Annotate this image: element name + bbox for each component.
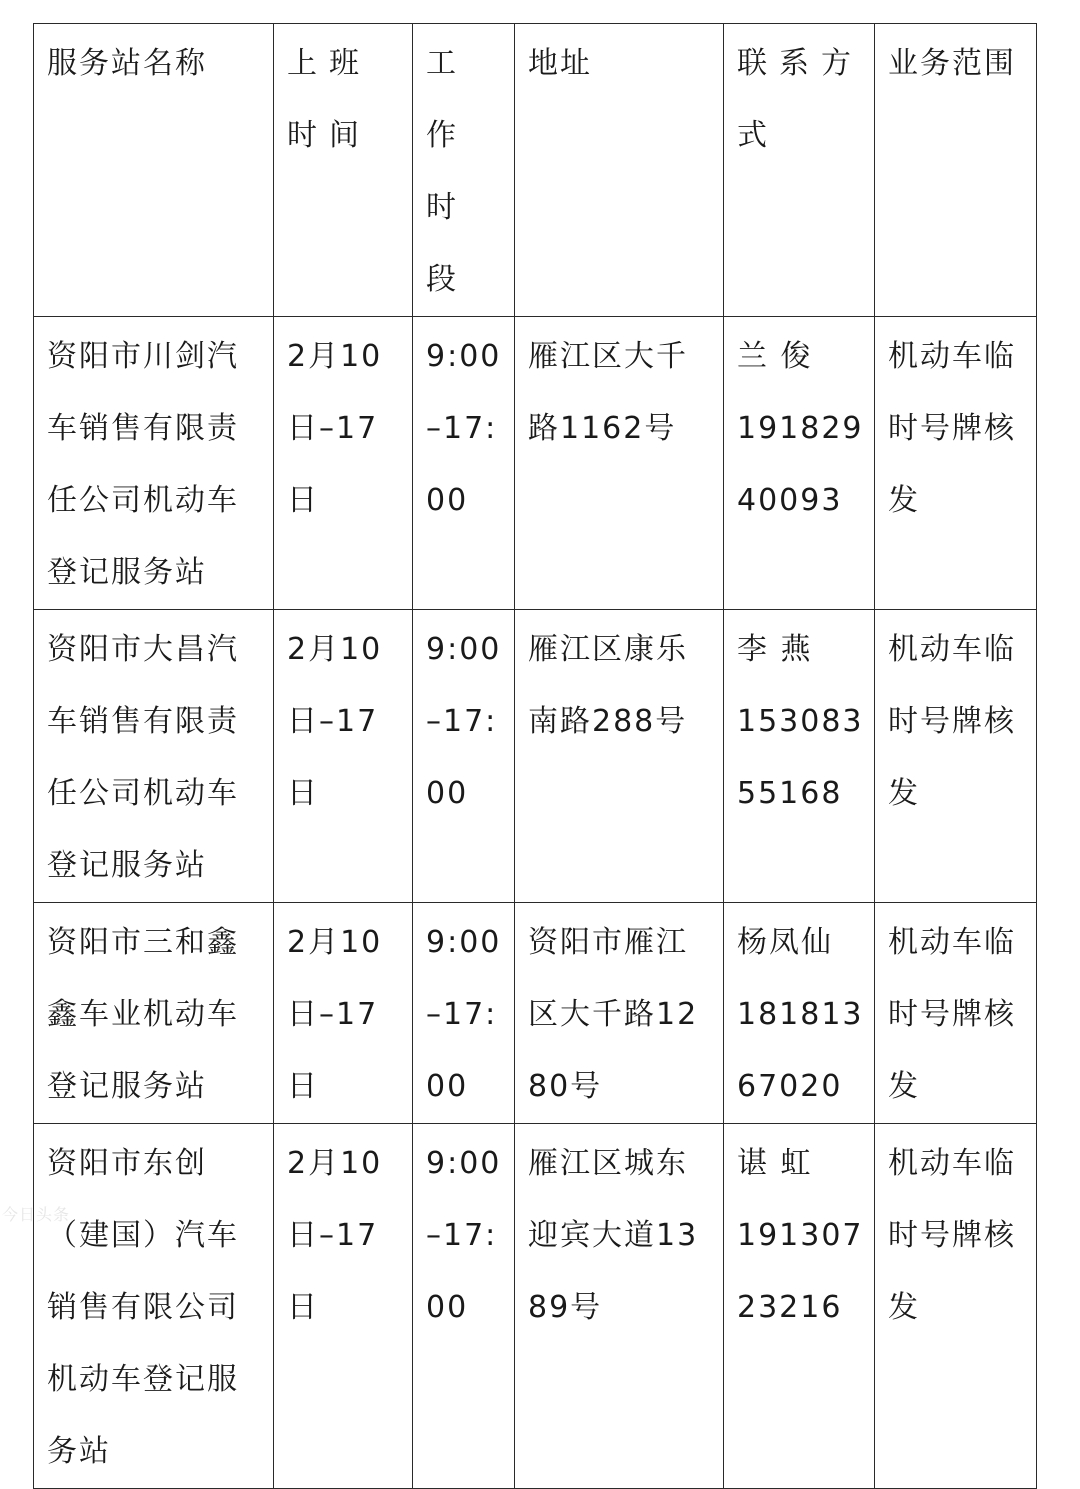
header-address: 地址 — [515, 24, 724, 317]
header-work-hours: 工作时段 — [413, 24, 515, 317]
contact-cell — [724, 610, 875, 903]
work-hours-cell: 9:00–17:00 — [413, 1124, 515, 1489]
table-row — [34, 1124, 1037, 1489]
contact-name: 杨凤仙 — [737, 925, 833, 960]
watermark: 今日头条 — [2, 1205, 71, 1224]
contact-cell — [724, 1124, 875, 1489]
station-name-cell: 资阳市三和鑫鑫车业机动车登记服务站 — [34, 903, 274, 1124]
table-row — [34, 610, 1037, 903]
contact-name: 谌 虹 — [737, 1146, 813, 1181]
work-hours-cell: 9:00–17:00 — [413, 610, 515, 903]
business-scope-cell: 机动车临时号牌核发 — [875, 1124, 1037, 1489]
address-cell: 雁江区康乐南路288号 — [515, 610, 724, 903]
station-name-cell: 资阳市大昌汽车销售有限责任公司机动车登记服务站 — [34, 610, 274, 903]
table-row — [34, 317, 1037, 610]
work-date-cell: 2月10日–17日 — [274, 1124, 413, 1489]
contact-phone: 19182940093 — [737, 411, 864, 518]
address-cell: 资阳市雁江区大千路1280号 — [515, 903, 724, 1124]
header-contact: 联系方式 — [724, 24, 875, 317]
contact-phone: 18181367020 — [737, 997, 864, 1104]
business-scope-cell: 机动车临时号牌核发 — [875, 903, 1037, 1124]
work-date-cell: 2月10日–17日 — [274, 317, 413, 610]
header-business-scope: 业务范围 — [875, 24, 1037, 317]
contact-phone: 19130723216 — [737, 1218, 864, 1325]
work-date-cell: 2月10日–17日 — [274, 903, 413, 1124]
header-work-date: 上班时间 — [274, 24, 413, 317]
station-name-cell: 资阳市东创（建国）汽车销售有限公司机动车登记服务站 — [34, 1124, 274, 1489]
contact-cell — [724, 317, 875, 610]
work-hours-cell: 9:00–17:00 — [413, 903, 515, 1124]
contact-cell — [724, 903, 875, 1124]
work-date-cell: 2月10日–17日 — [274, 610, 413, 903]
business-scope-cell: 机动车临时号牌核发 — [875, 317, 1037, 610]
station-name-cell: 资阳市川剑汽车销售有限责任公司机动车登记服务站 — [34, 317, 274, 610]
contact-name: 李 燕 — [737, 632, 813, 667]
service-station-table — [33, 23, 1037, 1489]
table-row — [34, 903, 1037, 1124]
contact-name: 兰 俊 — [737, 339, 813, 374]
table-header-row — [34, 24, 1037, 317]
work-hours-cell: 9:00–17:00 — [413, 317, 515, 610]
contact-phone: 15308355168 — [737, 704, 864, 811]
business-scope-cell: 机动车临时号牌核发 — [875, 610, 1037, 903]
address-cell: 雁江区大千路1162号 — [515, 317, 724, 610]
header-station-name: 服务站名称 — [34, 24, 274, 317]
address-cell: 雁江区城东迎宾大道1389号 — [515, 1124, 724, 1489]
